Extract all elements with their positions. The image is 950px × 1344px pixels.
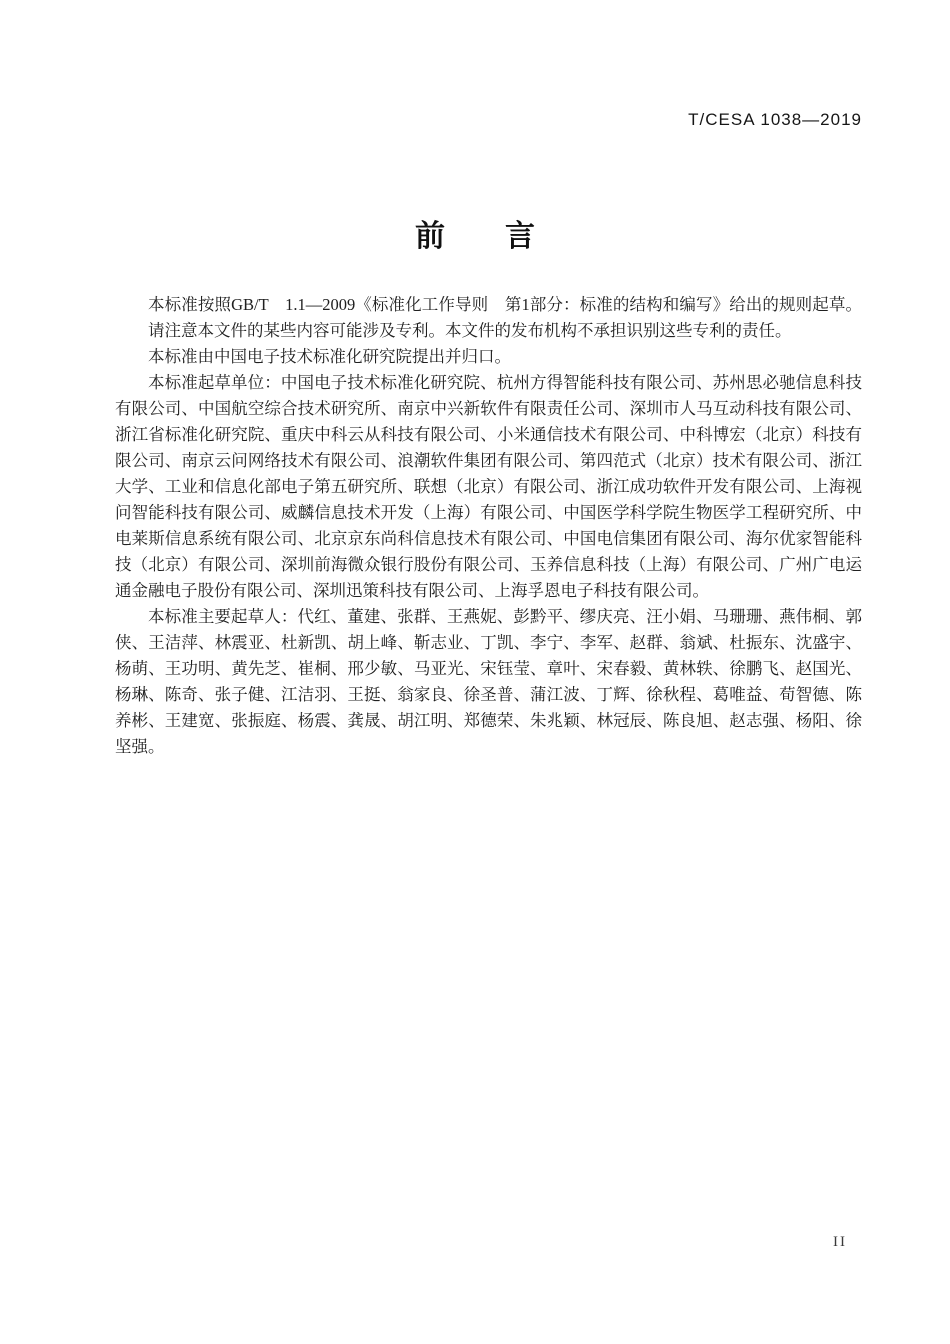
body-line: 本标准按照GB/T 1.1—2009《标准化工作导则 第1部分：标准的结构和编写》给出的规则起草。 bbox=[148, 295, 862, 314]
body-line: 坚强。 bbox=[115, 737, 165, 756]
standard-number-header: T/CESA 1038—2019 bbox=[688, 110, 862, 129]
body-line: 浙江省标准化研究院、重庆中科云从科技有限公司、小米通信技术有限公司、中科博宏（北京）科技有 bbox=[115, 425, 862, 444]
page-number: II bbox=[833, 1234, 847, 1250]
body-line: 电莱斯信息系统有限公司、北京京东尚科信息技术有限公司、中国电信集团有限公司、海尔优家智能科 bbox=[115, 529, 862, 548]
body-line: 侠、王洁萍、林震亚、杜新凯、胡上峰、靳志业、丁凯、李宁、李军、赵群、翁斌、杜振东、沈盛宇、 bbox=[115, 633, 862, 652]
body-line: 有限公司、中国航空综合技术研究所、南京中兴新软件有限责任公司、深圳市人马互动科技有限公司、 bbox=[115, 399, 862, 418]
body-line: 问智能科技有限公司、威麟信息技术开发（上海）有限公司、中国医学科学院生物医学工程研究所、中 bbox=[115, 503, 862, 522]
page-title: 前 言 bbox=[415, 220, 535, 253]
body-line: 本标准主要起草人：代红、董建、张群、王燕妮、彭黔平、缪庆亮、汪小娟、马珊珊、燕伟桐、郭 bbox=[148, 607, 862, 626]
foreword-body bbox=[115, 292, 862, 760]
body-line: 技（北京）有限公司、深圳前海微众银行股份有限公司、玉养信息科技（上海）有限公司、广州广电运 bbox=[115, 555, 862, 574]
body-line: 杨萌、王功明、黄先芝、崔桐、邢少敏、马亚光、宋钰莹、章叶、宋春毅、黄林轶、徐鹏飞、赵国光、 bbox=[115, 659, 862, 678]
body-line: 杨琳、陈奇、张子健、江洁羽、王挺、翁家良、徐圣普、蒲江波、丁辉、徐秋程、葛唯益、荀智德、陈 bbox=[115, 685, 862, 704]
body-line: 大学、工业和信息化部电子第五研究所、联想（北京）有限公司、浙江成功软件开发有限公司、上海视 bbox=[115, 477, 862, 496]
body-line: 本标准由中国电子技术标准化研究院提出并归口。 bbox=[148, 347, 511, 366]
body-line: 通金融电子股份有限公司、深圳迅策科技有限公司、上海孚恩电子科技有限公司。 bbox=[115, 581, 709, 600]
body-line: 限公司、南京云问网络技术有限公司、浪潮软件集团有限公司、第四范式（北京）技术有限公司、浙江 bbox=[115, 451, 862, 470]
body-line: 请注意本文件的某些内容可能涉及专利。本文件的发布机构不承担识别这些专利的责任。 bbox=[148, 321, 792, 340]
body-line: 本标准起草单位：中国电子技术标准化研究院、杭州方得智能科技有限公司、苏州思必驰信息科技 bbox=[148, 373, 862, 392]
body-line: 养彬、王建宽、张振庭、杨震、龚晟、胡江明、郑德荣、朱兆颖、林冠辰、陈良旭、赵志强、杨阳、徐 bbox=[115, 711, 862, 730]
